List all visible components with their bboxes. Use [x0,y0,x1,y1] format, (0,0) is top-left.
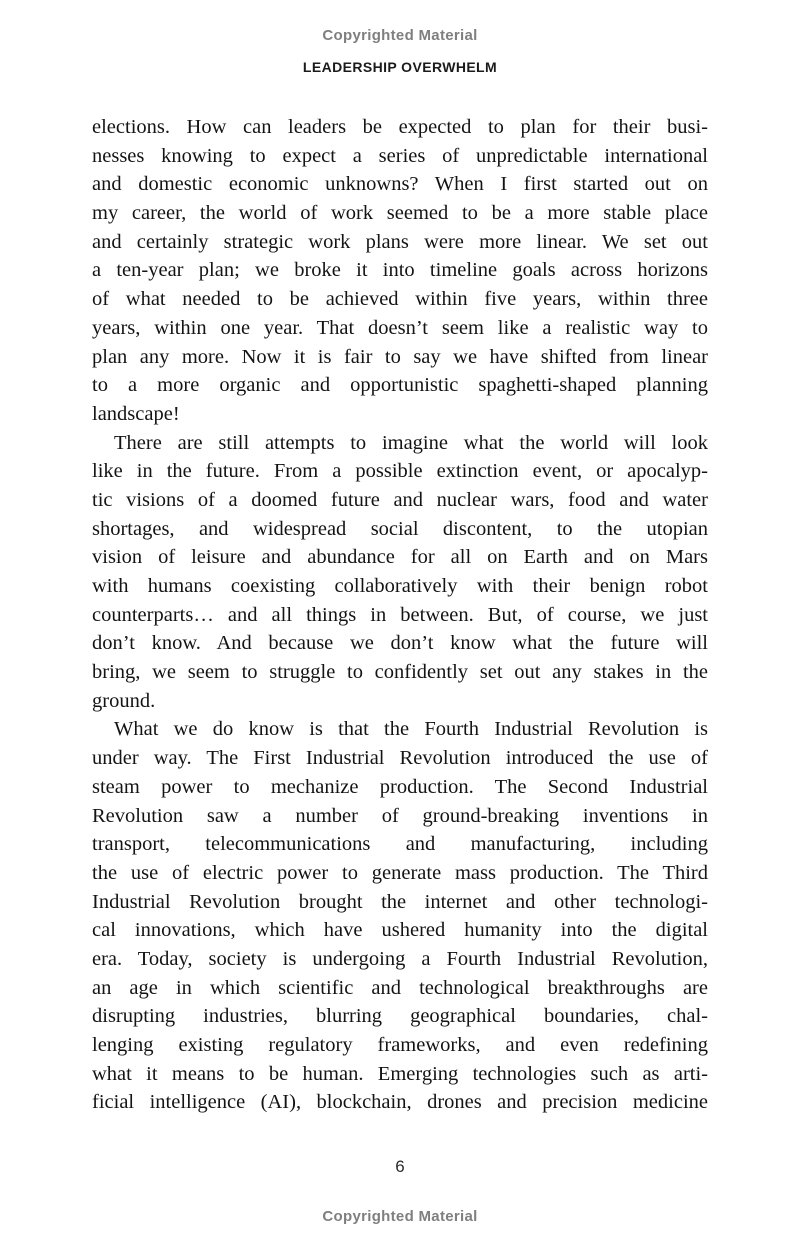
text-line: my career, the world of work seemed to be a more stable place [92,202,708,225]
copyright-notice-top: Copyrighted Material [322,27,478,44]
text-line: and domestic economic unknowns? When I first started out on [92,173,708,196]
text-line: There are still attempts to imagine what the world will look [114,431,708,454]
body-text [92,113,708,1117]
text-line: what it means to be human. Emerging technologies such as arti- [92,1062,708,1085]
text-line: cal innovations, which have ushered humanity into the digital [92,919,708,942]
running-header: LEADERSHIP OVERWHELM [302,59,498,75]
text-line: the use of electric power to generate mass production. The Third [92,861,708,884]
text-line: like in the future. From a possible extinction event, or apocalyp- [92,460,708,483]
text-line: transport, telecommunications and manufacturing, including [92,833,708,856]
text-line: Industrial Revolution brought the internet and other technologi- [92,890,708,913]
text-line: ficial intelligence (AI), blockchain, drones and precision medicine [92,1091,708,1114]
text-line: under way. The First Industrial Revolution introduced the use of [92,747,708,770]
text-line: steam power to mechanize production. The Second Industrial [92,775,708,798]
text-line: a ten-year plan; we broke it into timeline goals across horizons [92,259,708,282]
paragraph [92,113,708,429]
text-line: don’t know. And because we don’t know what the future will [92,632,708,655]
copyright-notice-bottom: Copyrighted Material [322,1208,478,1225]
page-number: 6 [395,1157,405,1176]
text-line: disrupting industries, blurring geographical boundaries, chal- [92,1005,708,1028]
text-line: with humans coexisting collaboratively with their benign robot [92,575,708,597]
text-line: bring, we seem to struggle to confidently set out any stakes in the [92,661,708,684]
text-line: Revolution saw a number of ground-breaking inventions in [92,804,708,827]
text-line: era. Today, society is undergoing a Fourth Industrial Revolution, [92,947,708,970]
text-line: What we do know is that the Fourth Industrial Revolution is [114,718,708,741]
text-line: nesses knowing to expect a series of unpredictable international [92,144,708,167]
text-line: tic visions of a doomed future and nuclear wars, food and water [92,488,708,511]
text-line: to a more organic and opportunistic spaghetti-shaped planning [92,374,708,397]
paragraph [92,429,708,716]
text-line: plan any more. Now it is fair to say we have shifted from linear [92,345,708,368]
text-line: landscape! [92,402,180,425]
paragraph [92,715,708,1117]
text-line: vision of leisure and abundance for all on Earth and on Mars [92,546,708,569]
text-line: shortages, and widespread social discontent, to the utopian [92,517,708,540]
text-line: counterparts… and all things in between. But, of course, we just [92,603,708,626]
text-line: an age in which scientific and technological breakthroughs are [92,976,708,999]
text-line: ground. [92,689,156,712]
text-line: elections. How can leaders be expected to plan for their busi- [92,116,708,138]
text-line: years, within one year. That doesn’t seem like a realistic way to [92,316,708,339]
text-line: and certainly strategic work plans were more linear. We set out [92,230,708,253]
text-line: of what needed to be achieved within five years, within three [92,288,708,311]
text-line: lenging existing regulatory frameworks, and even redefining [92,1034,708,1056]
